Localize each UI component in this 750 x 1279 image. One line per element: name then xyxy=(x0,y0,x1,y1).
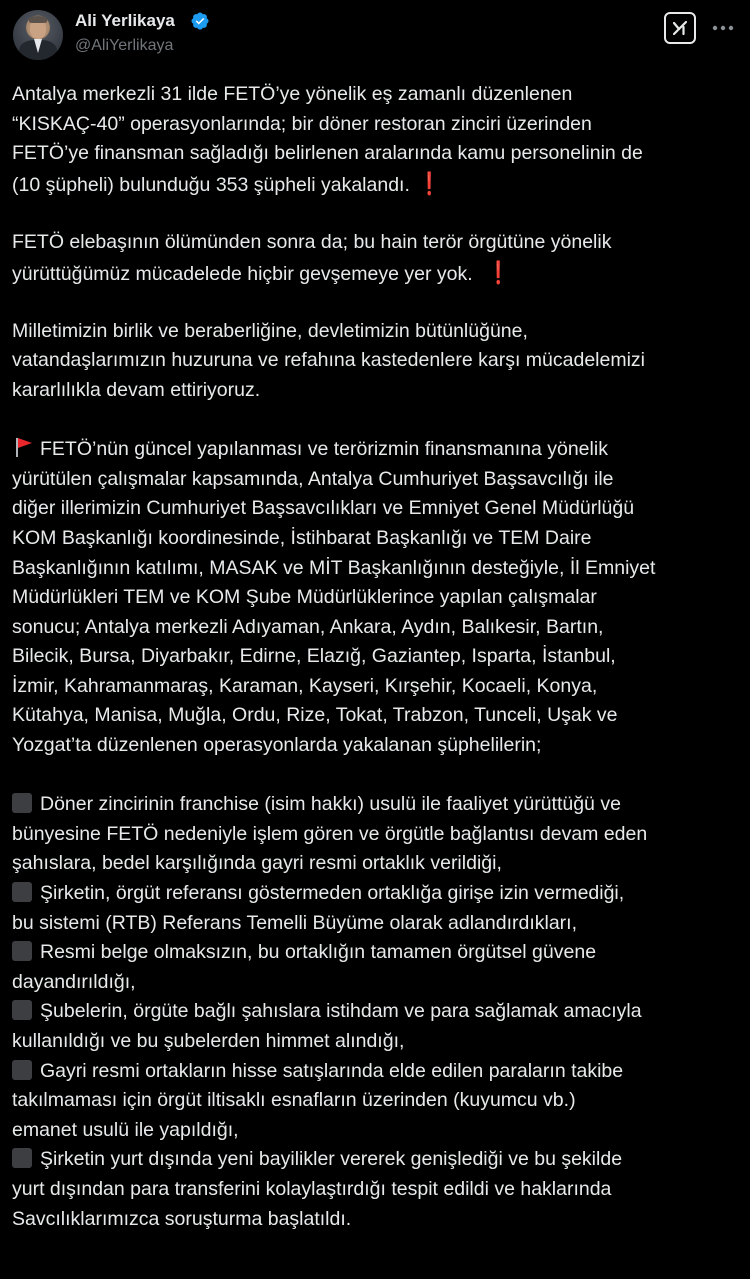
tweet-text xyxy=(12,80,738,1234)
black-square-icon xyxy=(12,882,32,902)
text-line: Savcılıklarımızca soruşturma başlatıldı. xyxy=(12,1207,352,1230)
text-line: Milletimizin birlik ve beraberliğine, devletimizin bütünlüğüne, xyxy=(12,319,528,342)
text-line: Şirketin, örgüt referansı göstermeden ortaklığa girişe izin vermediği, xyxy=(12,879,738,909)
text-line: FETÖ’ye finansman sağladığı belirlenen aralarında kamu personelinin de xyxy=(12,142,643,165)
text-line: “KISKAÇ-40” operasyonlarında; bir döner restoran zinciri üzerinden xyxy=(12,112,592,135)
text-line: Döner zincirinin franchise (isim hakkı) usulü ile faaliyet yürüttüğü ve xyxy=(12,790,738,820)
text-line: şahıslara, bedel karşılığında gayri resmi ortaklık verildiği, xyxy=(12,852,502,875)
text-line: FETÖ’nün güncel yapılanması ve terörizmin finansmanına yönelik xyxy=(12,435,738,465)
black-square-icon xyxy=(12,1060,32,1080)
text-line: kullanıldığı ve bu şubelerden himmet alındığı, xyxy=(12,1030,405,1052)
text-line: bünyesine FETÖ nedeniyle işlem gören ve örgütle bağlantısı devam eden xyxy=(12,822,648,845)
black-square-icon xyxy=(12,1000,32,1020)
black-square-icon xyxy=(12,793,32,813)
text-line: Gayri resmi ortakların hisse satışlarında elde edilen paraların takibe xyxy=(12,1057,738,1087)
exclamation-emoji-icon: ❗ xyxy=(488,259,509,285)
text-line: Başkanlığının katılımı, MASAK ve MİT Başkanlığının desteğiyle, İl Emniyet xyxy=(12,556,656,579)
tweet-header xyxy=(0,0,750,70)
text-line: emanet usulü ile yapıldığı, xyxy=(12,1118,239,1141)
black-square-icon xyxy=(12,1148,32,1168)
text-line: Şirketin yurt dışında yeni bayilikler vererek genişlediği ve bu şekilde xyxy=(12,1145,738,1175)
text-line: yürüttüğümüz mücadelede hiçbir gevşemeye yer yok. ❗ xyxy=(12,258,738,288)
text-line: bu sistemi (RTB) Referans Temelli Büyüme olarak adlandırdıkları, xyxy=(12,911,578,934)
text-line: Bilecik, Bursa, Diyarbakır, Edirne, Elazığ, Gaziantep, Isparta, İstanbul, xyxy=(12,645,616,668)
text-line: Şubelerin, örgüte bağlı şahıslara istihdam ve para sağlamak amacıyla xyxy=(12,997,738,1027)
text-line: sonucu; Antalya merkezli Adıyaman, Ankara, Aydın, Balıkesir, Bartın, xyxy=(12,615,604,638)
text-line: yürütülen çalışmalar kapsamında, Antalya Cumhuriyet Başsavcılığı ile xyxy=(12,467,614,490)
more-horizontal-icon xyxy=(712,25,734,31)
text-line: Antalya merkezli 31 ilde FETÖ’ye yönelik eş zamanlı düzenlenen xyxy=(12,83,573,105)
text-line: diğer illerimizin Cumhuriyet Başsavcılıkları ve Emniyet Genel Müdürlüğü xyxy=(12,497,635,520)
text-line: FETÖ elebaşının ölümünden sonra da; bu hain terör örgütüne yönelik xyxy=(12,230,612,253)
black-square-icon xyxy=(12,941,32,961)
triangular-red-flag-icon xyxy=(12,436,34,458)
grok-icon xyxy=(670,18,690,38)
text-line: kararlılıkla devam ettiriyoruz. xyxy=(12,378,261,401)
text-line: KOM Başkanlığı koordinesinde, İstihbarat Başkanlığı ve TEM Daire xyxy=(12,526,592,549)
text-line: Kütahya, Manisa, Muğla, Ordu, Rize, Tokat, Trabzon, Tunceli, Uşak ve xyxy=(12,704,618,727)
text-line: İzmir, Kahramanmaraş, Karaman, Kayseri, Kırşehir, Kocaeli, Konya, xyxy=(12,674,598,697)
text-line: Resmi belge olmaksızın, bu ortaklığın tamamen örgütsel güvene xyxy=(12,938,738,968)
text-line: dayandırıldığı, xyxy=(12,970,136,993)
verified-badge-icon xyxy=(190,11,210,31)
exclamation-emoji-icon: ❗ xyxy=(419,170,440,196)
text-line: Müdürlükleri TEM ve KOM Şube Müdürlüklerince yapılan çalışmalar xyxy=(12,586,597,609)
author-display-name[interactable]: Ali Yerlikaya xyxy=(75,11,175,30)
author-handle[interactable]: @AliYerlikaya xyxy=(75,37,174,54)
text-line: (10 şüpheli) bulunduğu 353 şüpheli yakalandı. ❗ xyxy=(12,169,738,199)
text-line: Yozgat’ta düzenlenen operasyonlarda yakalanan şüphelilerin; xyxy=(12,734,542,757)
avatar[interactable] xyxy=(13,10,63,60)
grok-button[interactable] xyxy=(664,12,696,44)
more-options-button[interactable] xyxy=(708,14,738,42)
text-line: yurt dışından para transferini kolaylaştırdığı tespit edildi ve haklarında xyxy=(12,1177,612,1200)
text-line: takılmaması için örgüt iltisaklı esnafların üzerinden (kuyumcu vb.) xyxy=(12,1089,576,1112)
text-line: vatandaşlarımızın huzuruna ve refahına kastedenlere karşı mücadelemizi xyxy=(12,349,645,372)
